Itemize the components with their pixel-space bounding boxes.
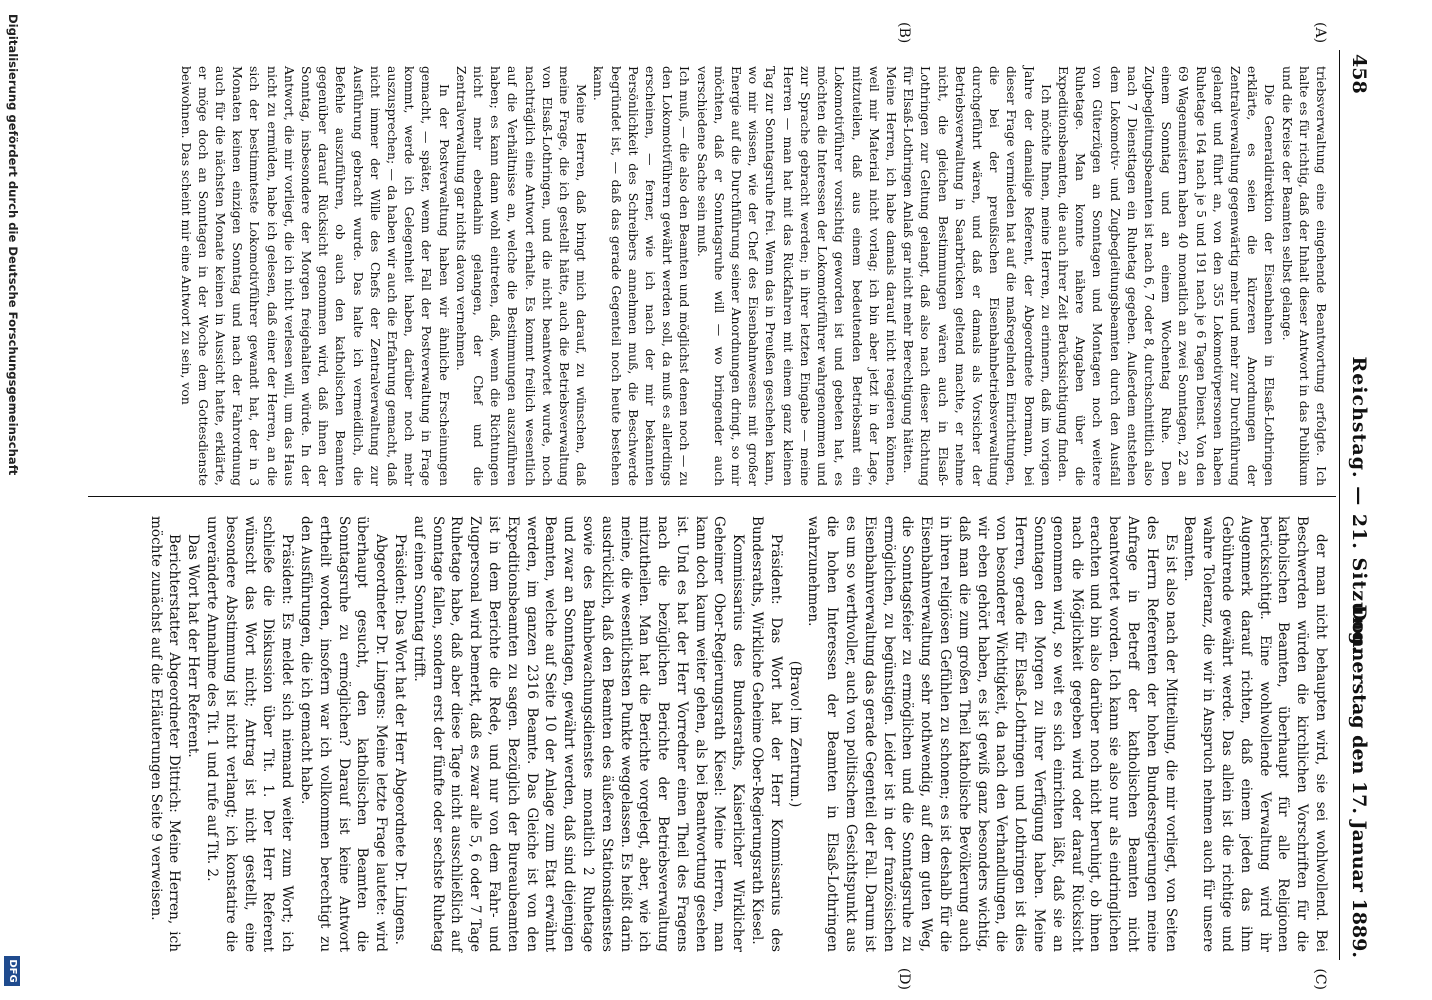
paragraph: Ich muß, — die also den Beamten und möglichst denen noch — zu den Lokomotivführern gewährt werden soll, da muß es allerdings erscheinen, — ferner, wie ich nach der mir bekannten Persönlichkeit des Schreibers annehmen muß, die Beschwerde begründet ist, — daß das gerade Gegenteil noch heute bestehen kann.	[591, 66, 693, 486]
paragraph: Die Generaldirektion der Eisenbahnen in Elsaß-Lothringen erklärte, es seien die kürzeren Anordnungen der Zentralverwaltung gegenwärtig mehr und mehr zur Durchführung gelangt und führt an, von den 355 Lokomotivpersonen haben Ruhetage 164 nach je 5 und 191 nach je 6 Tagen Dienst. Von den 69 Wagenmeistern haben 40 monatlich an zwei Sonntagen, 22 an einem Sonntag und an einem Wochentag Ruhe. Den Zugbegleitungsbeamten ist nach 6, 7 oder 8, durchschnittlich also nach 7 Diensttagen ein Ruhetag gegeben. Außerdem entstehen dem Lokomotiv- und Zugbegleitungsbeamten durch den Ausfall von Güterzügen an Sonntagen und Montagen noch weitere Ruhetage. Man konnte nähere Angaben über die Expeditionsbeamten, die auch ihrer Zeit Berücksichtigung finden.	[1055, 66, 1278, 486]
header-title: Reichstag. — 21. Sitzung.	[1348, 356, 1370, 654]
paragraph: Meine Herren, ich habe damals darauf nicht reagieren können, weil mir Material nicht vorlag; ich bin aber jetzt in der Lage, mitzuteilen, daß aus einem bedeutenden Betriebsamt ein Lokomotivführer vorsichtig geworden ist und gebeten hat, es möchten die Interessen der Lokomotivführer wahrgenommen und zur Sprache gebracht werden; in ihrer letzten Eingabe — meine Herren — man hat mit das Rückfahren mit einem ganz kleinen Tag zur Sonntagsruhe frei. Wenn das in Preußen geschehen kann, wo mir wissen, wie der Chef des Eisenbahnwesens mit großer Energie auf die Durchführung seiner Anordnungen dringt, so mir möchten, daß er Sonntagsruhe will — wo bringender auch verschiedene Sache sein muß.	[694, 66, 899, 486]
header-rule	[1339, 50, 1340, 960]
paragraph: Ich möchte Ihnen, meine Herren, zu erinnern, daß im vorigen Jahre der damalige Referent, der Abgeordnete Bormann, bei dieser Frage vermieden hat auf die maßregelnden Einrichtungen, die bei der preußischen Eisenbahnbetriebsverwaltung durchgeführt wären, und daß er damals als Vorsicher der Betriebsverwaltung in Saarbrücken geltend machte, er nehme nicht, die gleichen Bestimmungen wären auch in Elsaß-Lothringen zur Geltung gelangt, daß also nach dieser Richtung für Elsaß-Lothringen Anlaß gar nicht mehr Berechtigung hätten.	[901, 66, 1054, 486]
paragraph: Es ist also nach der Mitteilung, die mir vorliegt, von Seiten des Herrn Referenten der hohen Bundesregierungen meine Anfrage in Betreff der katholischen Beamten nicht beantwortet worden. Ich kann sie also nur als eindringlichen erachten und bin also darüber noch nicht beruhigt, ob ihnen nach die Möglichkeit gegeben wird oder darauf Rücksicht genommen wird, so weit es sich einrichten läßt, daß sie an Sonntagen den Morgen zu ihrer Verfügung haben. Meine Herren, gerade für Elsaß-Lothringen und Lothringen ist dies von besonderer Wichtigkeit, da nach den Verhandlungen, die wir eben gehört haben, es ist gewiß ganz besonders wichtig, daß man die zum großen Theil katholische Bevölkerung auch in ihren religiösen Gefühlen zu schonen; es ist deshalb für die Eisenbahnverwaltung sehr nothwendig, auf dem guten Weg, die Sonntagsfeier zu ermöglichen und die Sonntagsruhe zu ermöglichen, zu begünstigen. Leider ist in der französischen Eisenbahnverwaltung das gerade Gegenteil der Fall. Darum ist es um so werthvoller, auch von politischem Gesichtspunkt aus die hohen Interessen der Beamten in Elsaß-Lothringen wahrzunehmen.	[805, 516, 1179, 952]
paragraph: Abgeordneter Dr. Lingens: Meine letzte Frage lautete: wird überhaupt gesucht, den katholischen Beamten die Sonntagsruhe zu ermöglichen? Darauf ist keine Antwort ertheilt worden, insofern war ich vollkommen berechtigt zu den Ausführungen, die ich gemacht habe.	[297, 516, 390, 952]
page-number: 458	[1348, 54, 1370, 94]
page-header	[1342, 40, 1372, 970]
right-text-column	[146, 516, 1330, 952]
column-divider	[88, 496, 1336, 497]
left-text-column	[177, 66, 1330, 486]
header-date: Donnerstag den 17. Januar 1889.	[1348, 604, 1370, 958]
margin-marker-b: (B)	[896, 22, 912, 44]
footer-band	[0, 0, 26, 1000]
paragraph: triebsverwaltung eine eingehende Beantwortung erfolgte. Ich halte es für richtig, daß der Inhalt dieser Antwort in das Publikum und die Kreise der Beamten selbst gelange.	[1279, 66, 1329, 486]
paragraph: Kommissarius des Bundesraths, Kaiserlicher Wirklicher Geheimer Ober-Regierungsrath Kiesel: Meine Herren, man kann doch kaum weiter gehen, als bei Beantwortung gesehen ist. Und es hat der Herr Vorredner einen Theil des Fragens nach die bezüglichen Berichte der Betriebsverwaltung mitzutheilen. Man hat die Berichte vorgelegt, aber, wie ich meine, die wesentlichsten Punkte weggelassen. Es heißt darin ausdrücklich, daß den Beamten des äußeren Stationsdienstes sowie des Bahnbewachungsdienstes monatlich 2 Ruhetage und zwar an Sonntagen, gewährt werden, daß sind diejenigen Beamten, welche auf Seite 10 der Anlage zum Etat erwähnt werden, im ganzen 2316 Beamte. Das Gleiche ist von den Expeditionsbeamten zu sagen. Bezüglich der Bureaubeamten ist in dem Berichte die Rede, und nur von dem Fahr- und Zugpersonal wird bemerkt, daß es zwar alle 5, 6 oder 7 Tage Ruhetage habe, daß aber diese Tage nicht ausschließlich auf Sonntage fallen, sondern erst der fünfte oder sechste Ruhetag auf einen Sonntag trifft.	[410, 516, 747, 952]
paragraph: der man nicht behaupten wird, sie sei wohlwollend. Bei Beschwerden würden die kirchlichen Vorschriften für die katholischen Beamten, überhaupt für alle Religionen berücksichtigt. Eine wohlwollende Verwaltung wird ihr Augenmerk darauf richten, daß einem jeden das ihm Gebührende gewährt werde. Das allein ist die richtige und wahre Toleranz, die wir in Anspruch nehmen auch für unsere Beamten.	[1181, 516, 1329, 952]
margin-marker-d: (D)	[896, 967, 912, 990]
paragraph: In der Postverwaltung haben wir ähnliche Erscheinungen gemacht, — später, wenn der Fall der Postverwaltung in Frage kommt, werde ich Gelegenheit haben, darüber noch mehr auszusprechen; — da haben wir auch die Erfahrung gemacht, daß nicht immer der Wille des Chefs der Zentralverwaltung zur Ausführung gebracht wurde. Das halte ich vermeidlich, die Befehle auszuführen, ob auch den katholischen Beamten gegenüber darauf Rücksicht genommen wird, daß ihnen der Sonntag, insbesondere der Morgen freigehalten würde. In der Antwort, die mir vorliegt, die ich nicht verlesen will, um das Haus nicht zu ermüden, habe ich gelesen, daß einer der Herren, an die sich der bestimmteste Lokomotivführer gewandt hat, der in 3 Monaten keinen einzigen Sonntag und nach der Fahrordnung auch für die nächsten Monate keinen in Aussicht hatte, erklärte, er möge doch an Sonntagen in der Woche dem Gottesdienste beiwohnen. Das scheint mir eine Antwort zu sein, von	[178, 66, 452, 486]
margin-marker-c: (C)	[1312, 968, 1328, 990]
paragraph: Meine Herren, daß bringt mich darauf, zu wünschen, daß meine Frage, die ich gestellt hätte, auch die Betriebsverwaltung von Elsaß-Lothringen, und die nicht beantwortet wurde, noch nachträglich eine Antwort erhalte. Es kommt freilich wesentlich auf die Verhältnisse an, welche die Bestimmungen auszuführen haben; es kann dann wohl eintreten, daß, wenn die Richtungen nicht mehr ebendahin gelangen, der Chef und die Zentralverwaltung gar nichts davon vernehmen.	[453, 66, 590, 486]
digitization-credit: Digitalisierung gefördert durch die Deutsche Forschungsgemeinschaft	[6, 14, 20, 476]
paragraph: Präsident: Das Wort hat der Herr Kommissarius des Bundesraths, Wirkliche Geheime Ober-Regierungsrath Kiesel.	[749, 516, 784, 952]
paragraph: Berichterstatter Abgeordneter Dittrich: Meine Herren, ich möchte zunächst auf die Erläuterungen Seite 9 verweisen.	[147, 516, 183, 952]
paragraph: Das Wort hat der Herr Referent.	[185, 534, 202, 758]
paragraph: Präsident: Das Wort hat der Herr Abgeordnete Dr. Lingens.	[391, 534, 408, 945]
dfg-logo-icon: DFG	[4, 956, 20, 986]
paragraph: (Bravo! im Zentrum.)	[786, 660, 803, 808]
margin-marker-a: (A)	[1312, 22, 1328, 44]
paragraph: Präsident: Es meldet sich niemand weiter zum Wort; ich schließe die Diskussion über Tit. 1. Der Herr Referent wünscht das Wort nicht; Antrag ist nicht gestellt, eine besondere Abstimmung ist nicht verlangt; ich konstatire die unveränderte Annahme des Tit. 1 und rufe auf Tit. 2.	[203, 516, 296, 952]
